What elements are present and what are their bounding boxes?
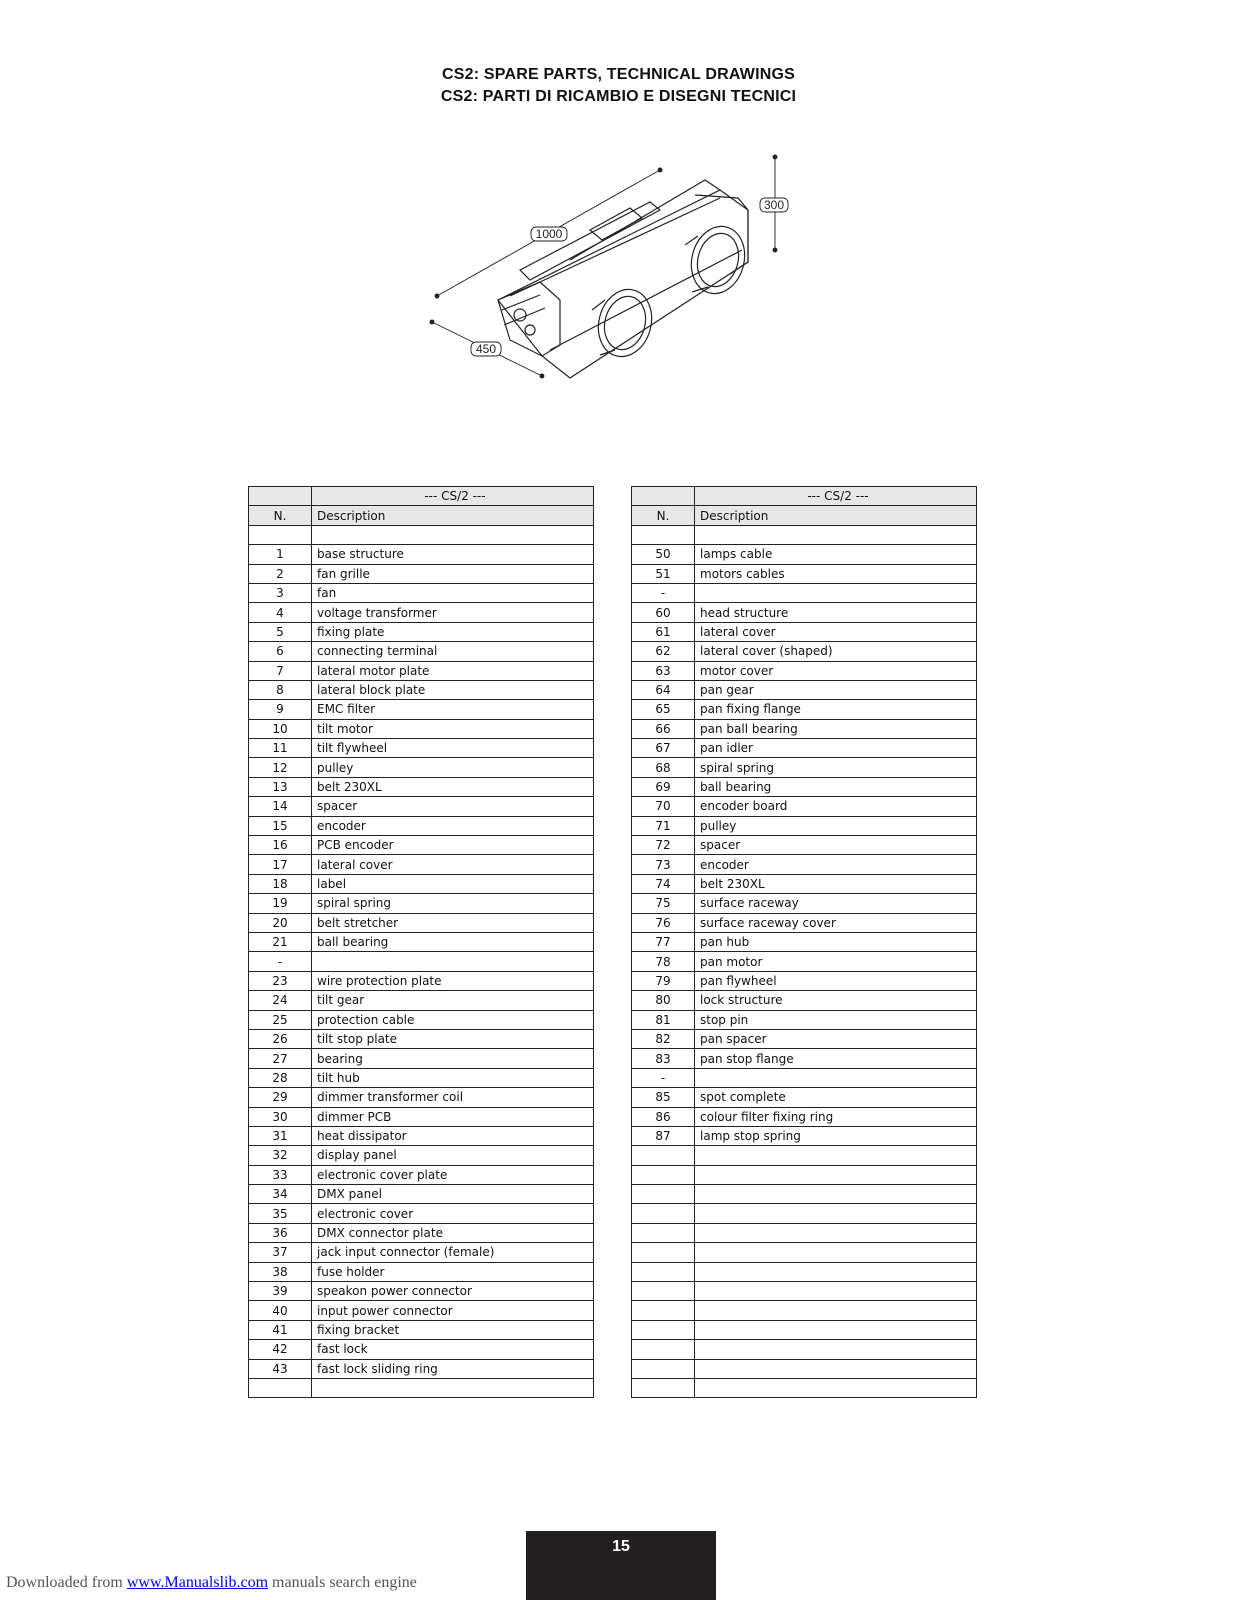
part-number: 82 — [632, 1029, 695, 1048]
part-description: belt stretcher — [312, 913, 594, 932]
table-row — [249, 777, 594, 796]
part-number — [632, 1340, 695, 1359]
page-title-italian: CS2: PARTI DI RICAMBIO E DISEGNI TECNICI — [440, 88, 797, 105]
part-number: 83 — [632, 1049, 695, 1068]
part-description: pan spacer — [695, 1029, 977, 1048]
part-number: 2 — [249, 564, 312, 583]
table-row — [249, 1204, 594, 1223]
part-number — [632, 1243, 695, 1262]
part-number: 10 — [249, 719, 312, 738]
end-plate-left — [498, 282, 560, 356]
table-row — [632, 797, 977, 816]
part-number: 75 — [632, 894, 695, 913]
part-description — [695, 1165, 977, 1184]
table-row — [249, 1146, 594, 1165]
part-number: 40 — [249, 1301, 312, 1320]
part-number: 42 — [249, 1340, 312, 1359]
table-row — [632, 874, 977, 893]
table-row — [249, 583, 594, 602]
table-row — [632, 1359, 977, 1378]
table-row — [249, 952, 594, 971]
table-row — [632, 1126, 977, 1145]
part-description: pan idler — [695, 739, 977, 758]
table-row — [632, 545, 977, 564]
part-description: lateral block plate — [312, 680, 594, 699]
table-row — [632, 1146, 977, 1165]
part-description: DMX connector plate — [312, 1223, 594, 1242]
column-header-description: Description — [695, 506, 977, 525]
part-number: 66 — [632, 719, 695, 738]
part-description — [695, 1204, 977, 1223]
part-description — [695, 1243, 977, 1262]
table-row — [632, 952, 977, 971]
part-description: tilt flywheel — [312, 739, 594, 758]
table-row — [249, 1165, 594, 1184]
table-row — [249, 1107, 594, 1126]
part-number — [632, 1223, 695, 1242]
part-number: 3 — [249, 583, 312, 602]
part-number: 34 — [249, 1185, 312, 1204]
part-description: fan — [312, 583, 594, 602]
part-number: 14 — [249, 797, 312, 816]
part-description: bearing — [312, 1049, 594, 1068]
table-row — [632, 836, 977, 855]
table-row — [632, 642, 977, 661]
table-row — [249, 564, 594, 583]
part-description: encoder — [695, 855, 977, 874]
part-description: connecting terminal — [312, 642, 594, 661]
part-number: 28 — [249, 1068, 312, 1087]
table-row — [632, 777, 977, 796]
table-row — [632, 1204, 977, 1223]
table-row — [632, 1185, 977, 1204]
part-description: spiral spring — [312, 894, 594, 913]
table-row — [249, 1301, 594, 1320]
part-number: 24 — [249, 991, 312, 1010]
table-row — [249, 1378, 594, 1397]
part-number: 43 — [249, 1359, 312, 1378]
part-description — [695, 525, 977, 544]
table-row — [632, 1107, 977, 1126]
part-number: 9 — [249, 700, 312, 719]
table-row — [249, 525, 594, 544]
table-row — [632, 1068, 977, 1087]
part-number: 76 — [632, 913, 695, 932]
part-description: lateral cover — [312, 855, 594, 874]
table-row — [632, 1049, 977, 1068]
part-number — [249, 525, 312, 544]
part-number: 1 — [249, 545, 312, 564]
table-row — [632, 622, 977, 641]
part-number: 61 — [632, 622, 695, 641]
part-description — [695, 1282, 977, 1301]
part-description: protection cable — [312, 1010, 594, 1029]
dimension-width-label: 450 — [475, 342, 497, 356]
part-number: 5 — [249, 622, 312, 641]
table-row — [249, 700, 594, 719]
part-description: ball bearing — [695, 777, 977, 796]
part-description: motors cables — [695, 564, 977, 583]
column-header-number: N. — [249, 506, 312, 525]
part-description: EMC filter — [312, 700, 594, 719]
part-number: 21 — [249, 932, 312, 951]
table-row — [632, 603, 977, 622]
table-row — [249, 1282, 594, 1301]
part-description: tilt motor — [312, 719, 594, 738]
table-row — [249, 622, 594, 641]
table-row — [632, 894, 977, 913]
part-number: 51 — [632, 564, 695, 583]
part-description: voltage transformer — [312, 603, 594, 622]
part-number: 50 — [632, 545, 695, 564]
part-number: 11 — [249, 739, 312, 758]
part-description: pan hub — [695, 932, 977, 951]
table-row — [632, 991, 977, 1010]
part-number — [632, 1282, 695, 1301]
part-description — [695, 1378, 977, 1397]
part-description: belt 230XL — [312, 777, 594, 796]
part-number — [632, 1165, 695, 1184]
part-number: 26 — [249, 1029, 312, 1048]
table-row — [632, 583, 977, 602]
dimension-height-label: 300 — [763, 198, 785, 212]
part-number: 85 — [632, 1088, 695, 1107]
table-row — [249, 1029, 594, 1048]
footer-prefix: Downloaded from — [6, 1574, 127, 1591]
table-row — [249, 1049, 594, 1068]
part-description: tilt hub — [312, 1068, 594, 1087]
part-number — [632, 525, 695, 544]
table-row — [632, 1301, 977, 1320]
part-number: 16 — [249, 836, 312, 855]
table-row — [249, 1185, 594, 1204]
part-description: heat dissipator — [312, 1126, 594, 1145]
page-title-english: CS2: SPARE PARTS, TECHNICAL DRAWINGS — [441, 66, 795, 83]
part-number: 18 — [249, 874, 312, 893]
part-number: 70 — [632, 797, 695, 816]
part-description: spacer — [695, 836, 977, 855]
part-number: 31 — [249, 1126, 312, 1145]
table-row — [632, 700, 977, 719]
part-description: input power connector — [312, 1301, 594, 1320]
part-description: fast lock — [312, 1340, 594, 1359]
table-row — [632, 525, 977, 544]
part-number: 25 — [249, 1010, 312, 1029]
table-row — [632, 1282, 977, 1301]
part-number: 6 — [249, 642, 312, 661]
part-number — [632, 1359, 695, 1378]
part-description: pan stop flange — [695, 1049, 977, 1068]
part-description — [695, 583, 977, 602]
part-number: 4 — [249, 603, 312, 622]
part-description — [695, 1359, 977, 1378]
table-row — [249, 797, 594, 816]
part-description — [695, 1068, 977, 1087]
table-row — [632, 1340, 977, 1359]
table-row — [632, 1029, 977, 1048]
part-number: 38 — [249, 1262, 312, 1281]
table-row — [249, 874, 594, 893]
table-row — [632, 564, 977, 583]
part-description: fuse holder — [312, 1262, 594, 1281]
table-row — [249, 855, 594, 874]
part-number: 69 — [632, 777, 695, 796]
part-number: 19 — [249, 894, 312, 913]
parts-table-left — [248, 486, 594, 1398]
part-number: - — [632, 1068, 695, 1087]
part-description: base structure — [312, 545, 594, 564]
table-title: --- CS/2 --- — [695, 487, 977, 506]
part-description — [695, 1223, 977, 1242]
top-rail — [570, 180, 720, 260]
table-row — [632, 1243, 977, 1262]
part-description: ball bearing — [312, 932, 594, 951]
part-number: 41 — [249, 1320, 312, 1339]
part-number: 39 — [249, 1282, 312, 1301]
table-row — [632, 1262, 977, 1281]
table-row — [249, 836, 594, 855]
table-row — [249, 1126, 594, 1145]
table-row — [632, 932, 977, 951]
table-row — [632, 1320, 977, 1339]
part-description — [695, 1320, 977, 1339]
part-number: 15 — [249, 816, 312, 835]
table-row — [632, 1010, 977, 1029]
part-description: spot complete — [695, 1088, 977, 1107]
part-description: electronic cover plate — [312, 1165, 594, 1184]
part-description: encoder — [312, 816, 594, 835]
part-description: surface raceway cover — [695, 913, 977, 932]
part-number: 32 — [249, 1146, 312, 1165]
part-description: motor cover — [695, 661, 977, 680]
table-row — [632, 661, 977, 680]
table-row — [249, 1223, 594, 1242]
table-row — [249, 894, 594, 913]
footer-suffix: manuals search engine — [268, 1574, 417, 1591]
part-description: wire protection plate — [312, 971, 594, 990]
part-description: tilt stop plate — [312, 1029, 594, 1048]
table-row — [249, 971, 594, 990]
part-number — [632, 1185, 695, 1204]
part-description: spacer — [312, 797, 594, 816]
table-row — [632, 719, 977, 738]
table-row — [632, 1165, 977, 1184]
part-description: lamp stop spring — [695, 1126, 977, 1145]
table-row — [249, 1359, 594, 1378]
part-number — [632, 1146, 695, 1165]
part-description: pulley — [695, 816, 977, 835]
table-title-row — [632, 487, 977, 506]
part-number: 77 — [632, 932, 695, 951]
table-row — [249, 545, 594, 564]
table-row — [249, 991, 594, 1010]
part-number: 60 — [632, 603, 695, 622]
part-description: fixing plate — [312, 622, 594, 641]
table-row — [632, 1223, 977, 1242]
table-row — [249, 758, 594, 777]
frame-inner-rail — [510, 198, 742, 350]
part-number: 8 — [249, 680, 312, 699]
part-description: surface raceway — [695, 894, 977, 913]
part-number: - — [632, 583, 695, 602]
part-description: belt 230XL — [695, 874, 977, 893]
part-number: 7 — [249, 661, 312, 680]
part-number: - — [249, 952, 312, 971]
part-description: head structure — [695, 603, 977, 622]
table-row — [249, 932, 594, 951]
part-number: 78 — [632, 952, 695, 971]
table-row — [249, 1340, 594, 1359]
part-number — [632, 1204, 695, 1223]
part-description: spiral spring — [695, 758, 977, 777]
download-footer — [6, 1574, 417, 1592]
part-description — [312, 525, 594, 544]
table-row — [632, 1088, 977, 1107]
table-header-row — [249, 506, 594, 525]
part-number — [632, 1320, 695, 1339]
table-title: --- CS/2 --- — [312, 487, 594, 506]
part-number: 62 — [632, 642, 695, 661]
manualslib-link[interactable]: www.Manualslib.com — [126, 1574, 269, 1591]
part-description: PCB encoder — [312, 836, 594, 855]
table-row — [632, 971, 977, 990]
part-number: 17 — [249, 855, 312, 874]
part-description: display panel — [312, 1146, 594, 1165]
part-description: colour filter fixing ring — [695, 1107, 977, 1126]
part-number: 64 — [632, 680, 695, 699]
part-description: label — [312, 874, 594, 893]
table-row — [632, 816, 977, 835]
part-description — [695, 1146, 977, 1165]
part-number: 27 — [249, 1049, 312, 1068]
part-number: 37 — [249, 1243, 312, 1262]
page-number: 15 — [612, 1538, 630, 1555]
part-number — [249, 1378, 312, 1397]
table-row — [249, 1262, 594, 1281]
part-description: lateral motor plate — [312, 661, 594, 680]
part-description: pan ball bearing — [695, 719, 977, 738]
table-row — [249, 1243, 594, 1262]
part-number: 72 — [632, 836, 695, 855]
table-row — [632, 855, 977, 874]
part-number: 20 — [249, 913, 312, 932]
part-description — [695, 1340, 977, 1359]
table-row — [249, 719, 594, 738]
part-number: 30 — [249, 1107, 312, 1126]
part-description: electronic cover — [312, 1204, 594, 1223]
column-header-description: Description — [312, 506, 594, 525]
part-description: lateral cover (shaped) — [695, 642, 977, 661]
part-number: 23 — [249, 971, 312, 990]
part-number: 67 — [632, 739, 695, 758]
table-row — [249, 680, 594, 699]
part-number: 35 — [249, 1204, 312, 1223]
part-description — [695, 1185, 977, 1204]
table-row — [249, 913, 594, 932]
table-row — [249, 739, 594, 758]
part-description: fixing bracket — [312, 1320, 594, 1339]
part-number: 86 — [632, 1107, 695, 1126]
column-header-number: N. — [632, 506, 695, 525]
part-description: dimmer transformer coil — [312, 1088, 594, 1107]
part-number: 87 — [632, 1126, 695, 1145]
table-row — [632, 758, 977, 777]
part-number: 79 — [632, 971, 695, 990]
table-row — [632, 739, 977, 758]
table-row — [632, 680, 977, 699]
table-row — [249, 1088, 594, 1107]
part-number: 63 — [632, 661, 695, 680]
table-row — [249, 603, 594, 622]
part-number: 71 — [632, 816, 695, 835]
table-title-row — [249, 487, 594, 506]
part-description: lock structure — [695, 991, 977, 1010]
technical-drawing — [420, 150, 800, 390]
part-description: pan fixing flange — [695, 700, 977, 719]
part-number: 12 — [249, 758, 312, 777]
part-description — [312, 1378, 594, 1397]
table-row — [249, 816, 594, 835]
part-description: pulley — [312, 758, 594, 777]
part-description: tilt gear — [312, 991, 594, 1010]
table-header-row — [632, 506, 977, 525]
part-description: pan gear — [695, 680, 977, 699]
table-row — [249, 642, 594, 661]
part-description — [695, 1301, 977, 1320]
part-number — [632, 1301, 695, 1320]
part-description: jack input connector (female) — [312, 1243, 594, 1262]
part-description: fast lock sliding ring — [312, 1359, 594, 1378]
page-number-box — [526, 1531, 716, 1600]
part-description: encoder board — [695, 797, 977, 816]
part-number: 33 — [249, 1165, 312, 1184]
part-description: fan grille — [312, 564, 594, 583]
table-row — [249, 1320, 594, 1339]
table-row — [632, 913, 977, 932]
part-number: 74 — [632, 874, 695, 893]
part-description — [312, 952, 594, 971]
part-number: 81 — [632, 1010, 695, 1029]
part-description: pan flywheel — [695, 971, 977, 990]
part-number: 65 — [632, 700, 695, 719]
parts-table-right — [631, 486, 977, 1398]
lens-tube-rear — [684, 220, 752, 299]
part-description: dimmer PCB — [312, 1107, 594, 1126]
part-description: stop pin — [695, 1010, 977, 1029]
part-description: pan motor — [695, 952, 977, 971]
part-description: lamps cable — [695, 545, 977, 564]
part-description: DMX panel — [312, 1185, 594, 1204]
part-number — [632, 1262, 695, 1281]
part-number — [632, 1378, 695, 1397]
part-description: lateral cover — [695, 622, 977, 641]
table-row — [632, 1378, 977, 1397]
part-number: 36 — [249, 1223, 312, 1242]
part-number: 68 — [632, 758, 695, 777]
part-number: 73 — [632, 855, 695, 874]
table-row — [249, 661, 594, 680]
part-description — [695, 1262, 977, 1281]
part-number: 80 — [632, 991, 695, 1010]
table-row — [249, 1068, 594, 1087]
part-number: 13 — [249, 777, 312, 796]
dimension-length-label: 1000 — [535, 227, 563, 241]
table-row — [249, 1010, 594, 1029]
part-number: 29 — [249, 1088, 312, 1107]
part-description: speakon power connector — [312, 1282, 594, 1301]
